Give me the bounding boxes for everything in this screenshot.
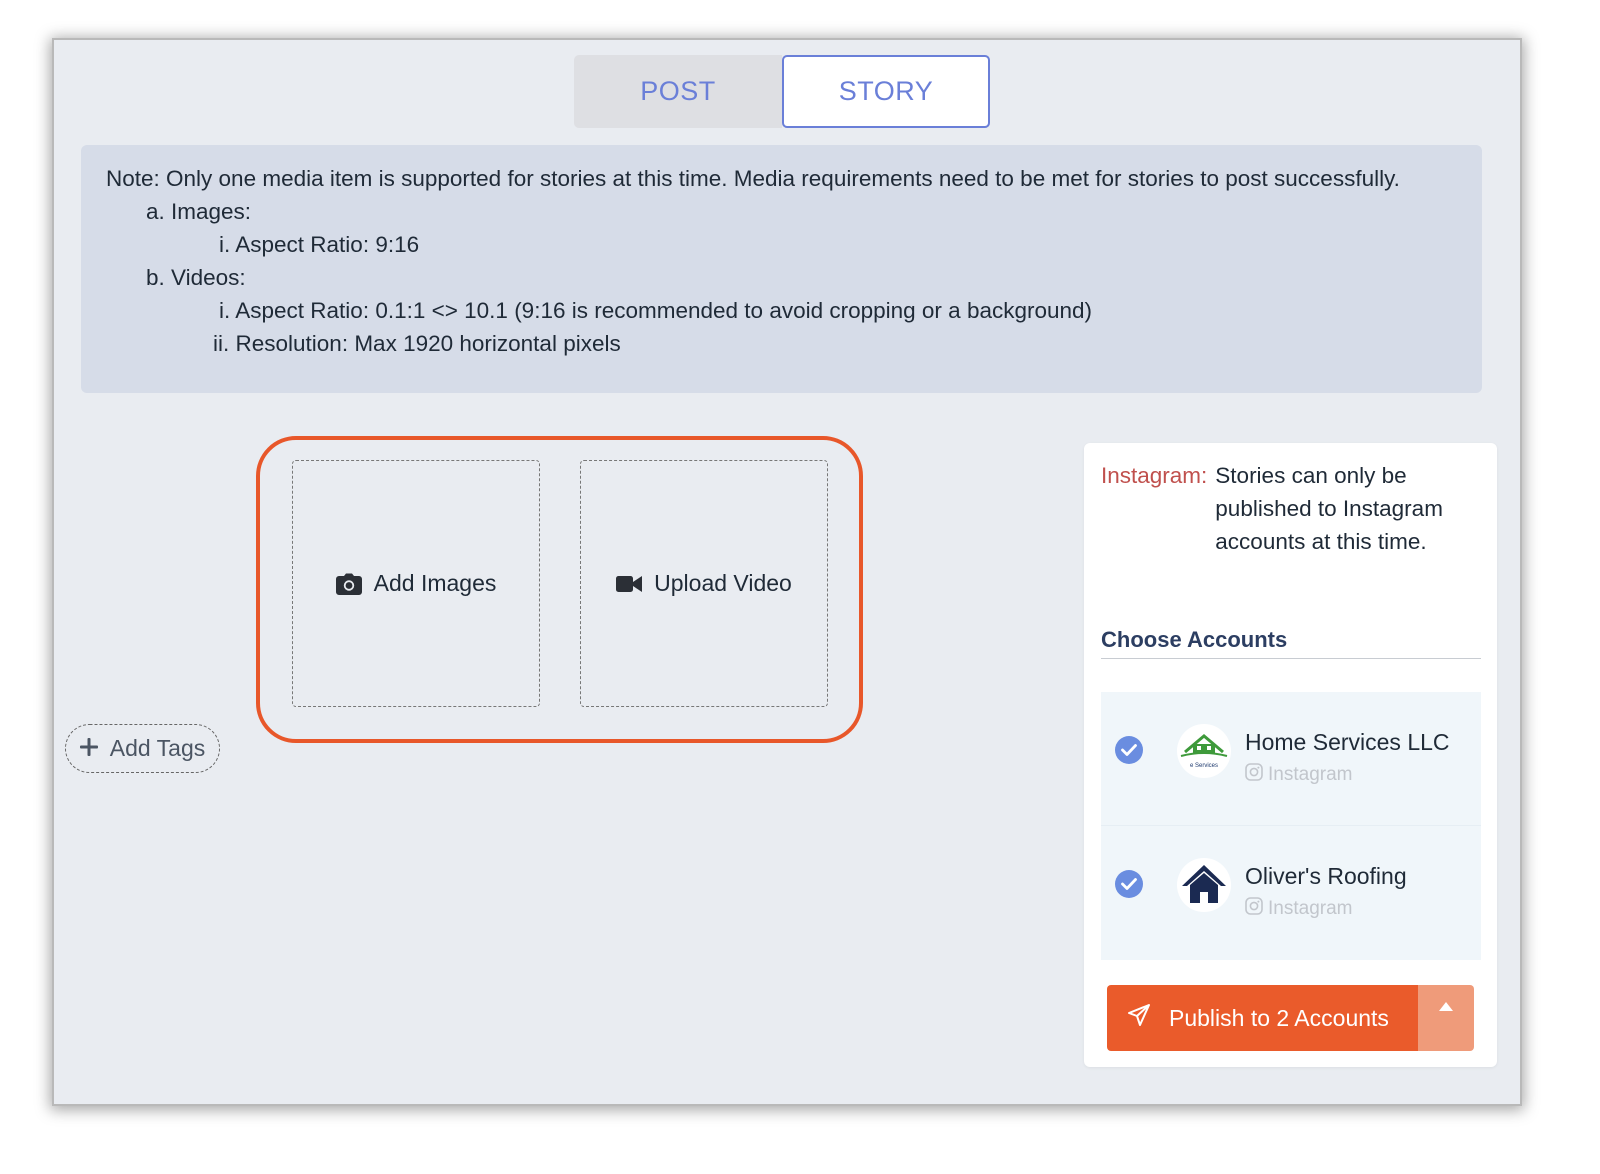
instagram-note-label: Instagram: xyxy=(1101,463,1208,488)
account-network-label: Instagram xyxy=(1268,898,1353,919)
account-name: Home Services LLC xyxy=(1245,729,1450,755)
tab-story[interactable]: STORY xyxy=(782,55,990,128)
upload-video-label: Upload Video xyxy=(654,570,792,596)
add-images-button[interactable] xyxy=(292,460,540,707)
instagram-note xyxy=(1101,459,1465,558)
video-camera-icon xyxy=(616,575,642,593)
publish-options-dropdown[interactable] xyxy=(1418,985,1474,1051)
account-item-home-services[interactable] xyxy=(1101,692,1481,826)
home-services-logo-text: e Services xyxy=(1189,763,1219,769)
camera-icon xyxy=(336,573,362,595)
publish-button-group xyxy=(1107,985,1474,1051)
instagram-icon xyxy=(1245,897,1263,921)
home-services-logo xyxy=(1177,724,1231,778)
add-images-label: Add Images xyxy=(373,570,497,596)
account-network xyxy=(1245,763,1352,787)
check-circle-icon[interactable] xyxy=(1115,736,1143,764)
post-type-tabs xyxy=(574,55,990,128)
account-network xyxy=(1245,897,1352,921)
publish-button-label: Publish to 2 Accounts xyxy=(1169,1004,1389,1031)
note-intro: Note: Only one media item is supported for stories at this time. Media requirements need to be met for stories to post successfully. xyxy=(106,166,1400,191)
publish-button[interactable] xyxy=(1107,985,1418,1051)
add-tags-label: Add Tags xyxy=(109,735,206,761)
account-network-label: Instagram xyxy=(1268,764,1353,785)
note-videos-heading: b. Videos: xyxy=(146,265,246,290)
divider xyxy=(1101,658,1481,659)
plus-icon xyxy=(80,735,98,762)
choose-accounts-title: Choose Accounts xyxy=(1101,627,1288,652)
story-requirements-note xyxy=(81,145,1482,393)
tab-post[interactable]: POST xyxy=(574,55,782,128)
publish-panel xyxy=(1084,443,1497,1067)
note-videos-aspect: i. Aspect Ratio: 0.1:1 <> 10.1 (9:16 is recommended to avoid cropping or a background) xyxy=(219,298,1093,323)
paper-plane-icon xyxy=(1127,1003,1151,1033)
check-circle-icon[interactable] xyxy=(1115,870,1143,898)
account-name: Oliver's Roofing xyxy=(1245,863,1407,889)
note-images-heading: a. Images: xyxy=(146,199,252,224)
instagram-icon xyxy=(1245,763,1263,787)
add-tags-button[interactable] xyxy=(65,724,220,773)
caret-up-icon xyxy=(1439,998,1453,1051)
account-item-olivers-roofing[interactable] xyxy=(1101,826,1481,960)
upload-video-button[interactable] xyxy=(580,460,828,707)
note-images-aspect: i. Aspect Ratio: 9:16 xyxy=(219,232,420,257)
account-list xyxy=(1101,692,1481,960)
olivers-roofing-logo xyxy=(1177,858,1231,912)
instagram-note-text: Stories can only be published to Instagram accounts at this time. xyxy=(1215,463,1443,554)
story-composer xyxy=(54,40,1520,1104)
note-videos-resolution: ii. Resolution: Max 1920 horizontal pixels xyxy=(213,331,621,356)
